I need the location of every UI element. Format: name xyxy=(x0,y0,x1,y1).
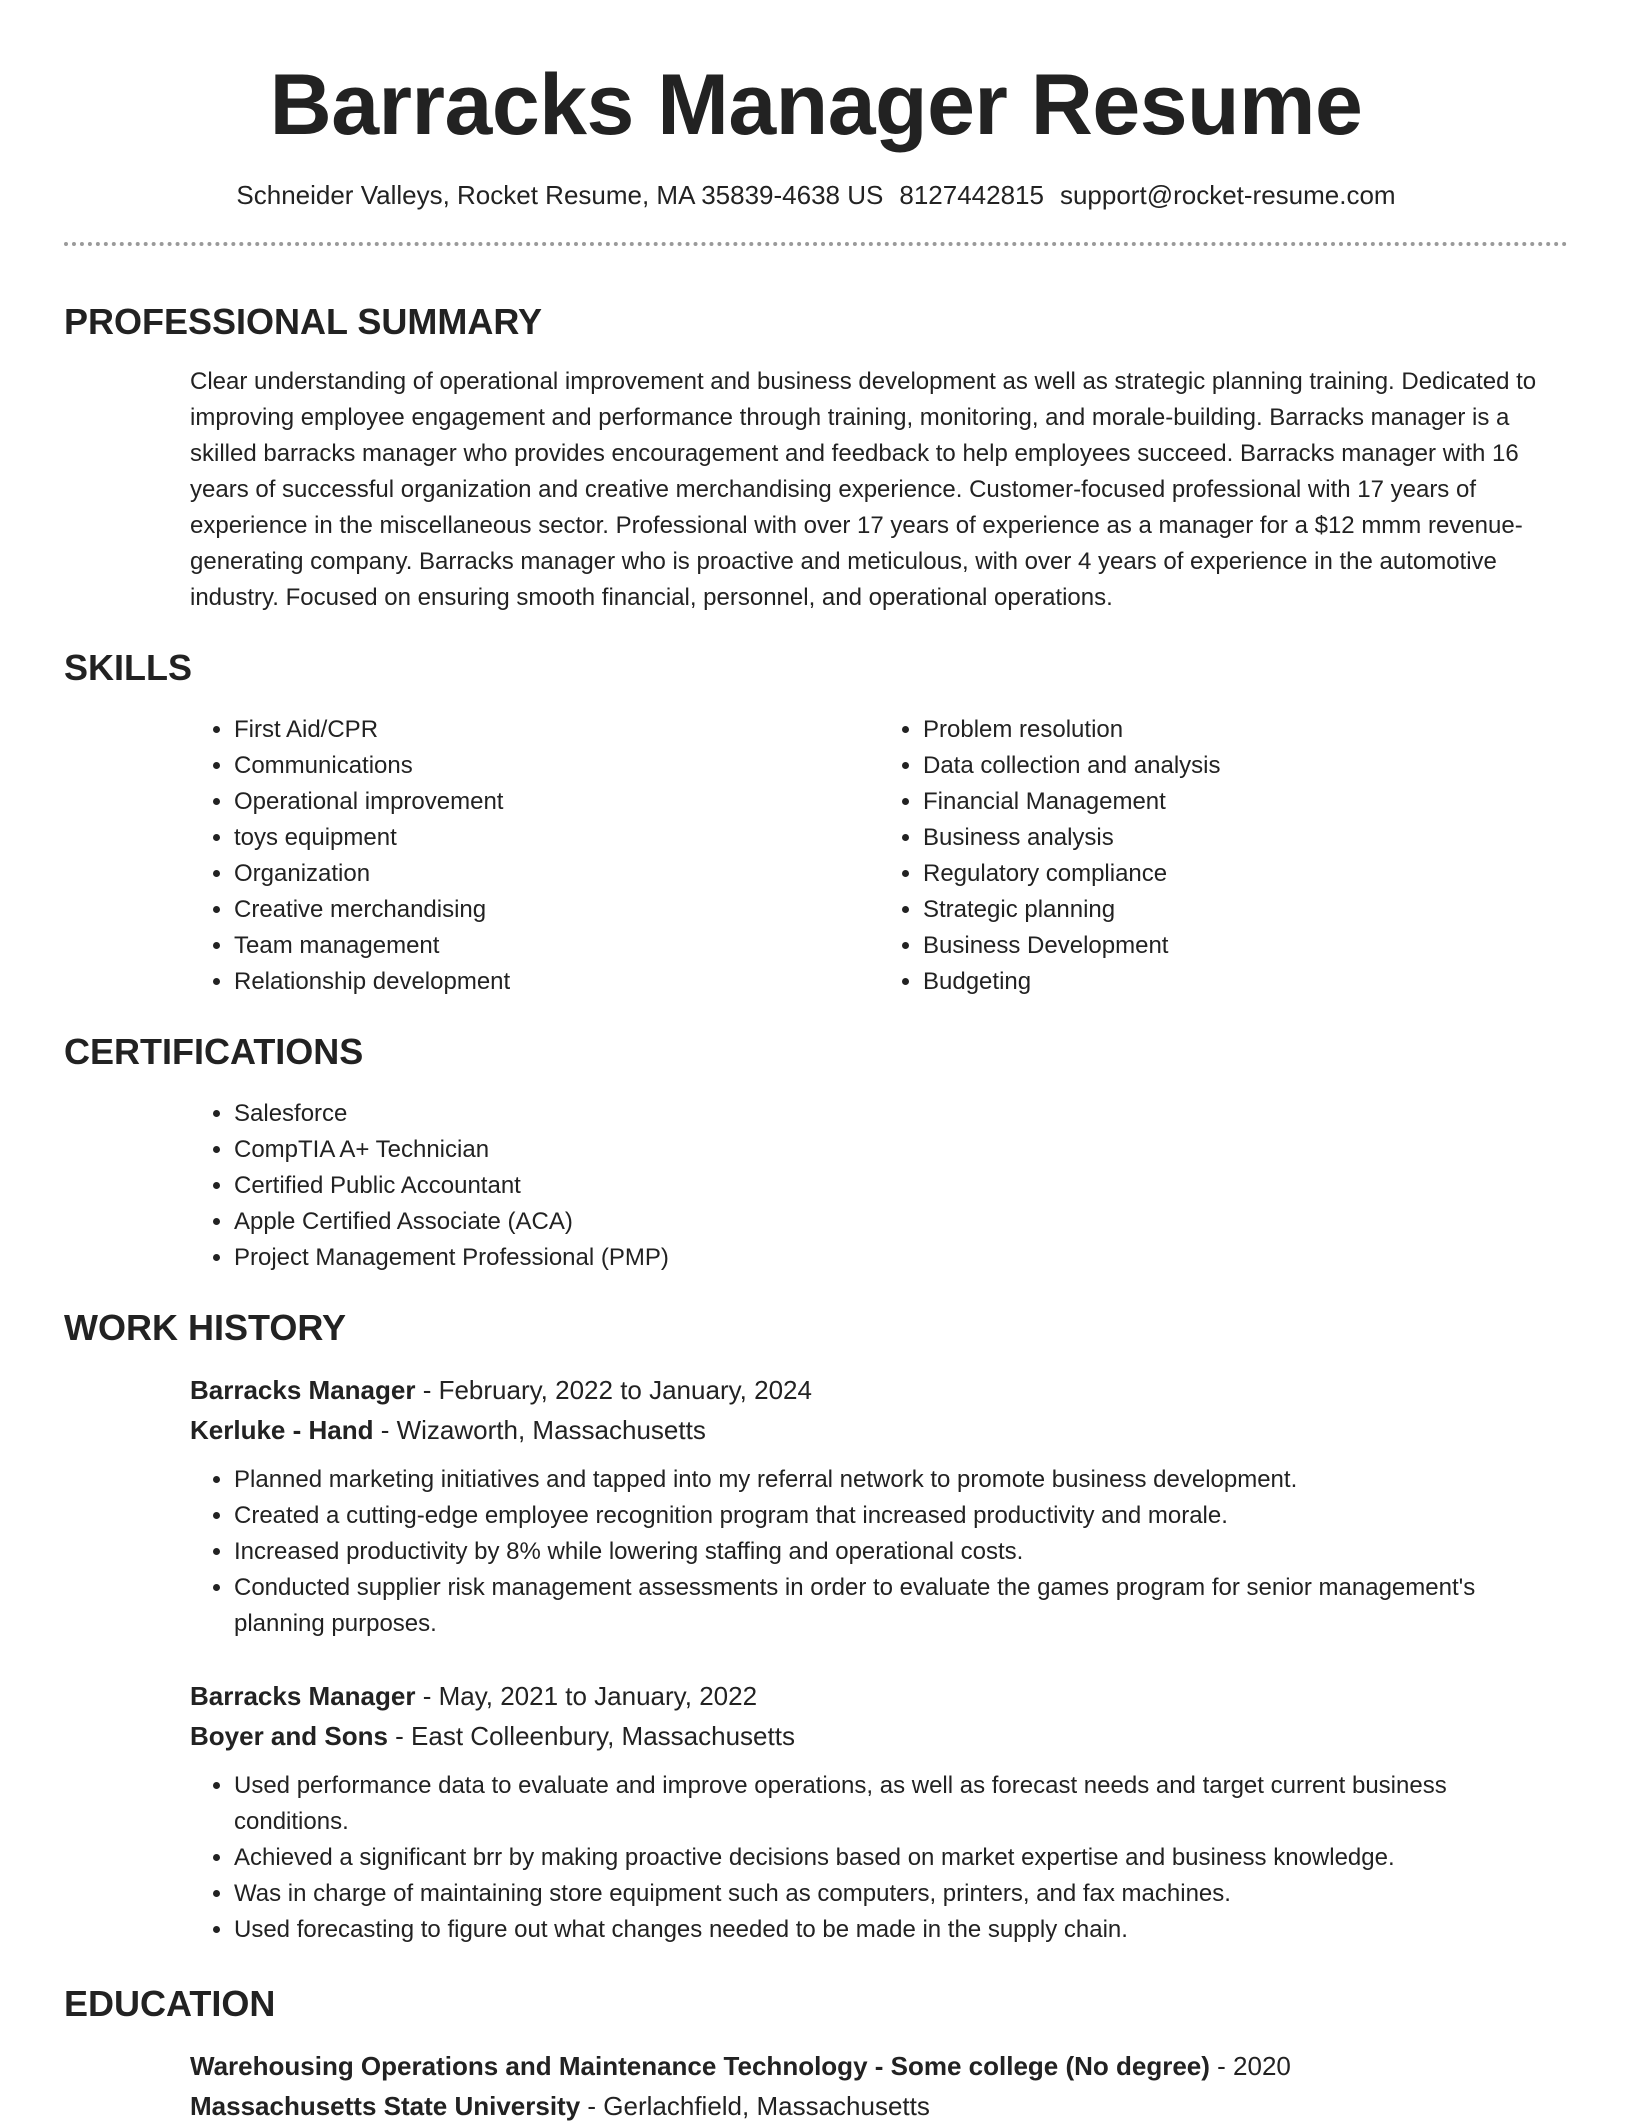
header-divider xyxy=(64,242,1568,246)
certification-item: • Certified Public Accountant xyxy=(234,1168,1568,1204)
job-location: - East Colleenbury, Massachusetts xyxy=(387,1721,795,1751)
job-bullet: • Conducted supplier risk management assessments in order to evaluate the games program for senior management's planning purposes. xyxy=(234,1570,1568,1642)
job-title-line xyxy=(190,1676,1568,1716)
job-dates: - February, 2022 to January, 2024 xyxy=(415,1375,812,1405)
education-location: - Gerlachfield, Massachusetts xyxy=(580,2091,930,2121)
skill-item: • Strategic planning xyxy=(923,892,1568,928)
certification-item: • Salesforce xyxy=(234,1096,1568,1132)
skill-item: • Regulatory compliance xyxy=(923,856,1568,892)
skill-item: • toys equipment xyxy=(234,820,879,856)
certifications-section xyxy=(190,1096,1568,1276)
job-location: - Wizaworth, Massachusetts xyxy=(373,1415,706,1445)
skill-item: • Organization xyxy=(234,856,879,892)
job-dates: - May, 2021 to January, 2022 xyxy=(415,1681,758,1711)
job-bullet: • Was in charge of maintaining store equipment such as computers, printers, and fax machines. xyxy=(234,1876,1568,1912)
resume-title: Barracks Manager Resume xyxy=(269,57,1363,153)
certification-item: • Project Management Professional (PMP) xyxy=(234,1240,1568,1276)
skill-item: • Team management xyxy=(234,928,879,964)
skill-item: • Business analysis xyxy=(923,820,1568,856)
skills-heading: SKILLS xyxy=(64,647,193,688)
certification-item: • CompTIA A+ Technician xyxy=(234,1132,1568,1168)
job-entry xyxy=(190,1370,1568,1642)
job-bullet: • Used performance data to evaluate and improve operations, as well as forecast needs and target current business conditions. xyxy=(234,1768,1568,1840)
work-history-heading: WORK HISTORY xyxy=(64,1307,347,1348)
job-title: Barracks Manager xyxy=(190,1681,416,1711)
certifications-heading: CERTIFICATIONS xyxy=(64,1031,364,1072)
education-year: - 2020 xyxy=(1209,2051,1291,2081)
certifications-list xyxy=(190,1096,1568,1276)
skill-item: • Problem resolution xyxy=(923,712,1568,748)
job-company: Boyer and Sons xyxy=(190,1721,388,1751)
skill-item: • Budgeting xyxy=(923,964,1568,1000)
education-degree-line xyxy=(190,2046,1568,2086)
job-bullet: • Created a cutting-edge employee recognition program that increased productivity and morale. xyxy=(234,1498,1568,1534)
skills-section xyxy=(190,712,1568,1000)
contact-phone: 8127442815 xyxy=(899,180,1044,210)
skill-item: • Creative merchandising xyxy=(234,892,879,928)
job-bullet: • Achieved a significant brr by making proactive decisions based on market expertise and business knowledge. xyxy=(234,1840,1568,1876)
certification-item: • Apple Certified Associate (ACA) xyxy=(234,1204,1568,1240)
contact-address: Schneider Valleys, Rocket Resume, MA 35839-4638 US xyxy=(236,180,884,210)
job-bullets xyxy=(190,1768,1568,1948)
job-bullet: • Used forecasting to figure out what changes needed to be made in the supply chain. xyxy=(234,1912,1568,1948)
skill-item: • Financial Management xyxy=(923,784,1568,820)
skill-item: • Business Development xyxy=(923,928,1568,964)
job-title-line xyxy=(190,1370,1568,1410)
job-bullet: • Planned marketing initiatives and tapped into my referral network to promote business development. xyxy=(234,1462,1568,1498)
job-title: Barracks Manager xyxy=(190,1375,416,1405)
job-company: Kerluke - Hand xyxy=(190,1415,374,1445)
skill-item: • Data collection and analysis xyxy=(923,748,1568,784)
job-bullets xyxy=(190,1462,1568,1642)
education-school-line xyxy=(190,2086,1568,2126)
skill-item: • Relationship development xyxy=(234,964,879,1000)
skills-list-left xyxy=(190,712,879,1000)
job-bullet: • Increased productivity by 8% while lowering staffing and operational costs. xyxy=(234,1534,1568,1570)
contact-email[interactable]: support@rocket-resume.com xyxy=(1059,180,1396,210)
resume-page xyxy=(64,0,1568,2121)
skill-item: • Operational improvement xyxy=(234,784,879,820)
education-degree: Warehousing Operations and Maintenance Technology - Some college (No degree) xyxy=(190,2051,1210,2081)
education-school: Massachusetts State University xyxy=(190,2091,581,2121)
skills-list-right xyxy=(879,712,1568,1000)
job-company-line xyxy=(190,1410,1568,1450)
contact-line xyxy=(64,182,1568,208)
skill-item: • Communications xyxy=(234,748,879,784)
summary-heading: PROFESSIONAL SUMMARY xyxy=(64,301,543,342)
education-entry xyxy=(190,2046,1568,2126)
skill-item: • First Aid/CPR xyxy=(234,712,879,748)
job-company-line xyxy=(190,1716,1568,1756)
summary-section xyxy=(190,364,1568,616)
job-entry xyxy=(190,1676,1568,1948)
summary-text: Clear understanding of operational improvement and business development as well as strategic planning training. Dedicated to improving employee engagement and performance through training, monitoring, and morale-building. Barracks manager is a skilled barracks manager who provides encouragement and feedback to help employees succeed. Barracks manager with 16 years of successful organization and creative merchandising experience. Customer-focused professional with 17 years of experience in the miscellaneous sector. Professional with over 17 years of experience as a manager for a $12 mmm revenue-generating company. Barracks manager who is proactive and meticulous, with over 4 years of experience in the automotive industry. Focused on ensuring smooth financial, personnel, and operational operations. xyxy=(190,368,1537,611)
education-heading: EDUCATION xyxy=(64,1983,276,2024)
